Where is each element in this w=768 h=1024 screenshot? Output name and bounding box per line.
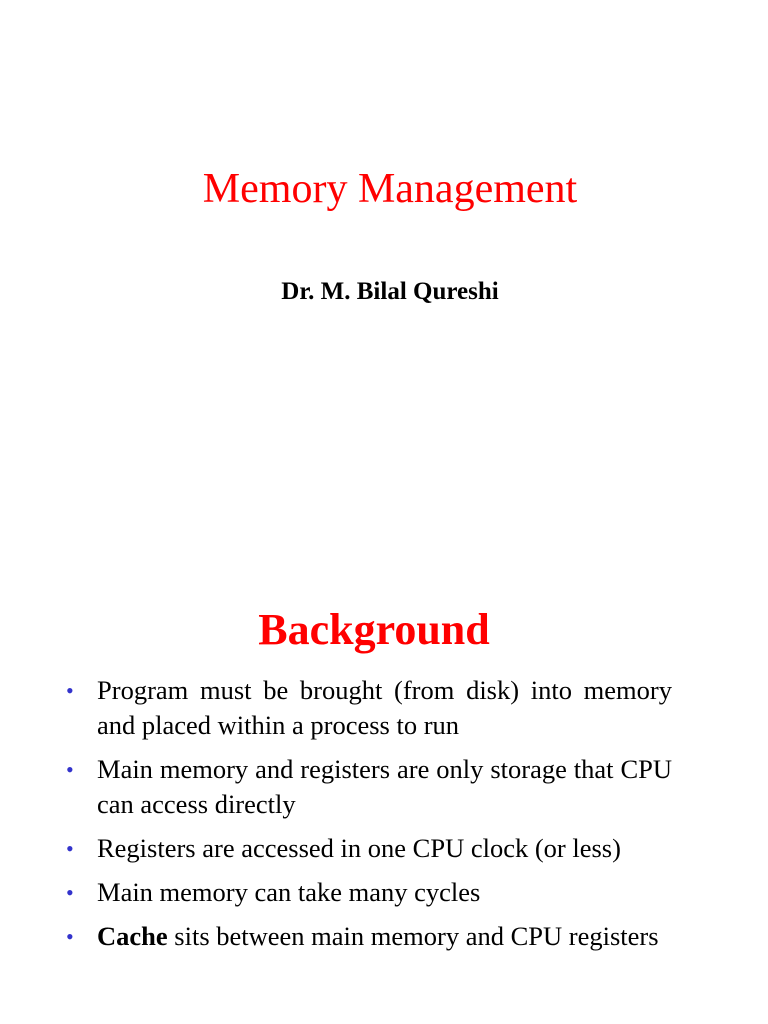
bullet-item <box>66 673 672 743</box>
section-title: Background <box>258 605 490 654</box>
bullet-text <box>97 877 480 907</box>
bullet-item <box>66 875 672 910</box>
slide-title: Memory Management <box>202 166 578 212</box>
bullet-item <box>66 919 672 954</box>
bullet-body-text: sits between main memory and CPU registers <box>167 921 659 951</box>
bullet-text <box>97 833 621 863</box>
author-name: Dr. M. Bilal Qureshi <box>281 278 499 305</box>
bullet-icon: • <box>66 924 74 949</box>
bullet-bold-text: Cache <box>97 921 168 951</box>
bullet-icon: • <box>66 757 74 782</box>
bullet-item <box>66 831 672 866</box>
bullet-body-text: Main memory can take many cycles <box>97 877 481 907</box>
bullet-icon: • <box>66 880 74 905</box>
bullet-text <box>97 675 672 740</box>
bullet-body-text: Main memory and registers are only storage that CPU can access directly <box>97 754 672 819</box>
bullet-icon: • <box>66 678 74 703</box>
bullet-text <box>97 921 659 951</box>
bullet-icon: • <box>66 836 74 861</box>
bullet-list <box>66 673 672 963</box>
bullet-text <box>97 754 672 819</box>
bullet-item <box>66 752 672 822</box>
bullet-body-text: Program must be brought (from disk) into memory and placed within a process to run <box>97 675 672 740</box>
bullet-body-text: Registers are accessed in one CPU clock (or less) <box>97 833 621 863</box>
